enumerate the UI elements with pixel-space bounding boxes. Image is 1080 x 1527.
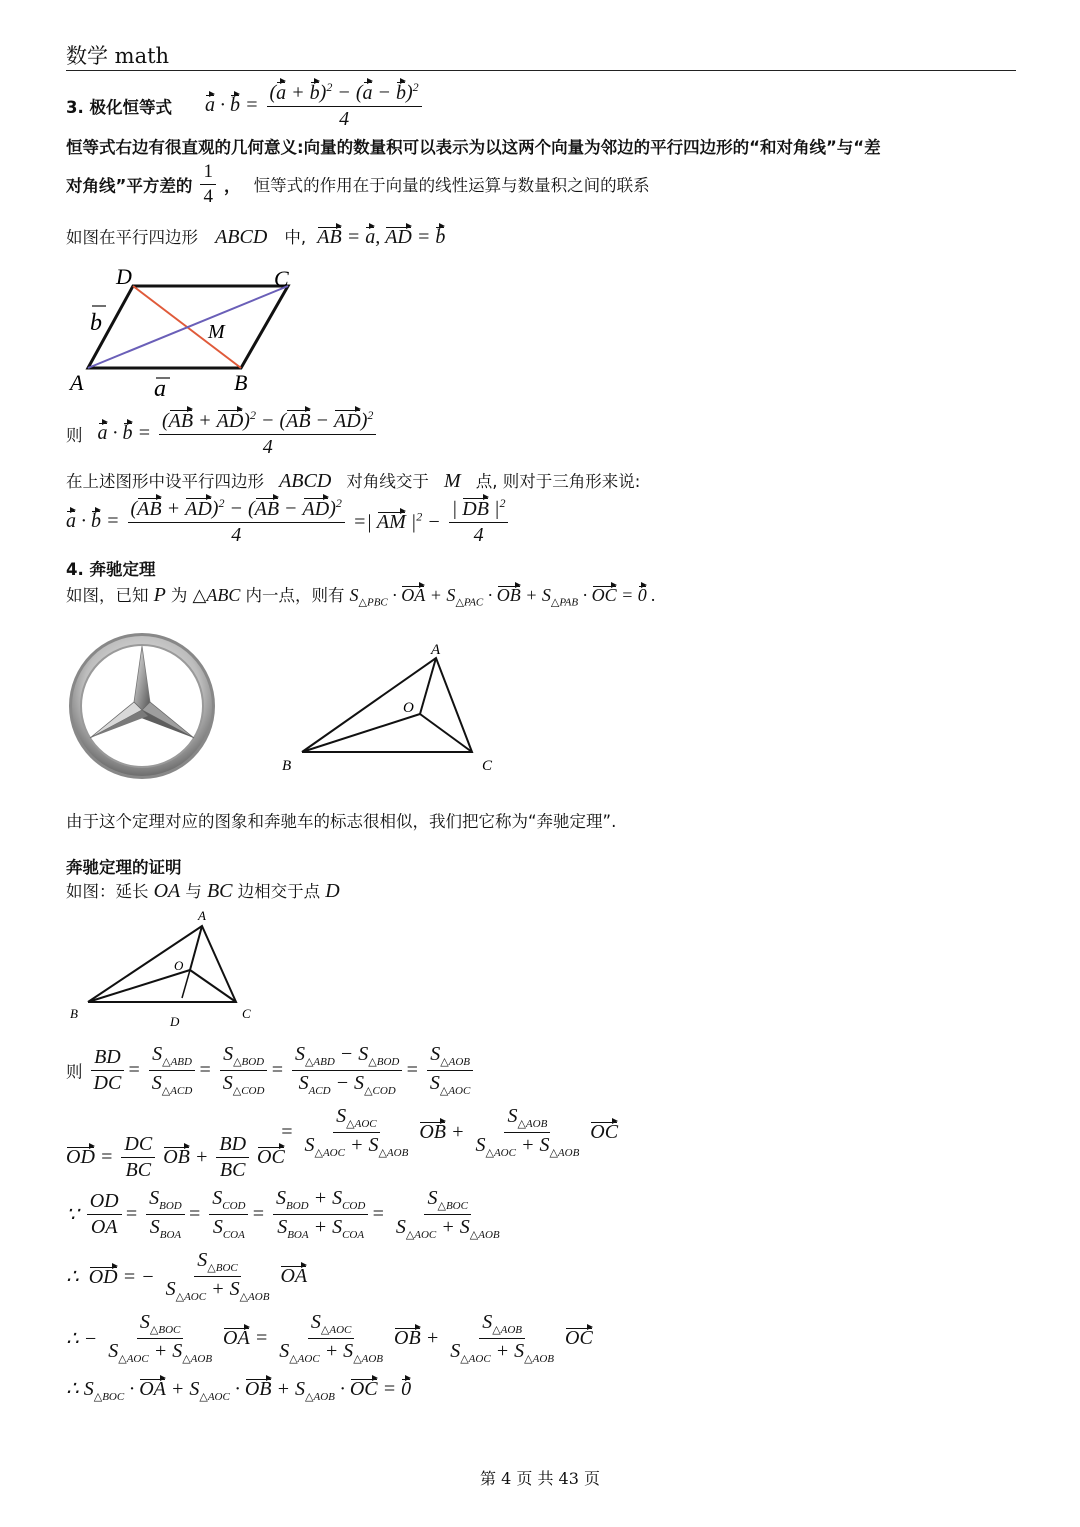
label-d: D xyxy=(170,1014,180,1029)
proof-line-2b: = $\frac{S_{\triangle AOC}}{S_{\triangle AOC} + S_{\triangle AOB}}$ OB + $\frac{S_{\triangle AOB}}{S_{\triangle AOC} + S_{\triangle AOB}}$ OC xyxy=(280,1105,619,1159)
label-vec-b: b xyxy=(90,310,102,336)
page-footer: 第 4 页 共 43 页 xyxy=(480,1469,600,1488)
triangle-o-figure xyxy=(278,638,508,778)
label-a: A xyxy=(70,370,84,395)
proof-line-1: 则 $\frac{BD}{DC}$ = $\frac{S_{\triangle ABD}}{S_{\triangle ACD}}$ = $\frac{S_{\triangle BOD}}{S_{\triangle COD}}$ = $\frac{S_{\triangle ABD} - S_{\triangle BOD}}{S_{ACD} - S_{\triangle COD}}$ = $\frac{S_{\triangle AOB}}{S_{\triangle AOC}}$ xyxy=(66,1042,476,1099)
label-b: B xyxy=(282,758,292,774)
proof-intro: 如图：延长 OA 与 BC 边相交于点 D xyxy=(66,880,340,902)
then-formula: 则 a · b = $\frac{(AB + AD)^2 - (AB - AD)^2}{4}$ xyxy=(66,408,379,460)
section3-title: 3. 极化恒等式 xyxy=(66,98,172,117)
polarization-fraction: $\frac{(a + b)^2 - (a - b)^2}{4}$ xyxy=(267,80,422,132)
label-d: D xyxy=(116,264,132,289)
label-m: M xyxy=(208,321,225,343)
label-vec-a: a xyxy=(154,376,166,402)
polarization-triangle-formula: a · b = $\frac{(AB + AD)^2 - (AB - AD)^2}{4}$ =| AM $|^2$ − $\frac{| DB |^2}{4}$ xyxy=(66,496,511,548)
proof-line-3: ∵ $\frac{OD}{OA}$ = $\frac{S_{BOD}}{S_{BOA}}$ = $\frac{S_{COD}}{S_{COA}}$ = $\frac{S_{BOD} + S_{COD}}{S_{BOA} + S_{COA}}$ = $\frac{S_{\triangle BOC}}{S_{\triangle AOC} + S_{\triangle AOB}}$ xyxy=(66,1187,500,1241)
parallelogram-figure xyxy=(66,262,306,402)
proof-line-2a: OD = $\frac{DC}{BC}$ OB + $\frac{BD}{BC}$ OC xyxy=(66,1133,285,1181)
proof-conclusion: ∴ $S_{\triangle BOC}$ · OA + $S_{\triangle AOC}$ · OB + $S_{\triangle AOB}$ · OC = 0 xyxy=(66,1378,412,1403)
label-b: B xyxy=(70,1006,78,1021)
label-a: A xyxy=(431,642,441,658)
polarization-formula: a · b = $\frac{(a + b)^2 - (a - b)^2}{4}$ xyxy=(205,80,425,132)
proof-triangle-figure xyxy=(66,904,266,1032)
benz-theorem-statement: 如图，已知 P 为 △ABC 内一点，则有 $S_{\triangle PBC}$ · OA + $S_{\triangle PAC}$ · OB + $S_{\triangle PAB}$ · OC = 0 . xyxy=(66,584,656,609)
label-c: C xyxy=(482,758,493,774)
section4-title: 4. 奔驰定理 xyxy=(66,560,156,579)
label-b: B xyxy=(234,370,248,395)
parallelogram-intro: 如图在平行四边形 ABCD 中, AB = a, AD = b xyxy=(66,226,446,248)
label-o: O xyxy=(174,958,184,973)
diagonal-ac xyxy=(88,286,288,368)
label-c: C xyxy=(274,266,289,291)
page-header-title: 数学 math xyxy=(66,44,170,68)
proof-line-5: ∴ − $\frac{S_{\triangle BOC}}{S_{\triangle AOC} + S_{\triangle AOB}}$ OA = $\frac{S_{\triangle AOC}}{S_{\triangle AOC} + S_{\triangle AOB}}$ OB + $\frac{S_{\triangle AOB}}{S_{\triangle AOC} + S_{\triangle AOB}}$ OC xyxy=(66,1311,593,1365)
section3-paragraph-line2: 对角线”平方差的 $\frac{1}{4}$ ， 恒等式的作用在于向量的线性运算与数量积之间的联系 xyxy=(66,161,650,207)
label-o: O xyxy=(403,700,414,716)
proof-line-4: ∴ OD = − $\frac{S_{\triangle BOC}}{S_{\triangle AOC} + S_{\triangle AOB}}$ OA xyxy=(66,1249,308,1303)
quarter-fraction: $\frac{1}{4}$ xyxy=(200,160,216,209)
label-a: A xyxy=(198,908,206,923)
triangle-abc xyxy=(88,926,236,1002)
proof-title: 奔驰定理的证明 xyxy=(66,858,182,877)
diagonal-intersection-line: 在上述图形中设平行四边形 ABCD 对角线交于 M 点, 则对于三角形来说: xyxy=(66,470,641,492)
benz-theorem-note: 由于这个定理对应的图象和奔驰车的标志很相似，我们把它称为“奔驰定理”. xyxy=(66,812,617,831)
header-rule xyxy=(66,70,1016,71)
section3-paragraph-line1: 恒等式右边有很直观的几何意义:向量的数量积可以表示为以这两个向量为邻边的平行四边形的“和对角线”与“差 xyxy=(66,138,881,157)
label-c: C xyxy=(242,1006,251,1021)
mercedes-logo-image xyxy=(66,630,218,782)
triangle-abc xyxy=(302,658,472,752)
